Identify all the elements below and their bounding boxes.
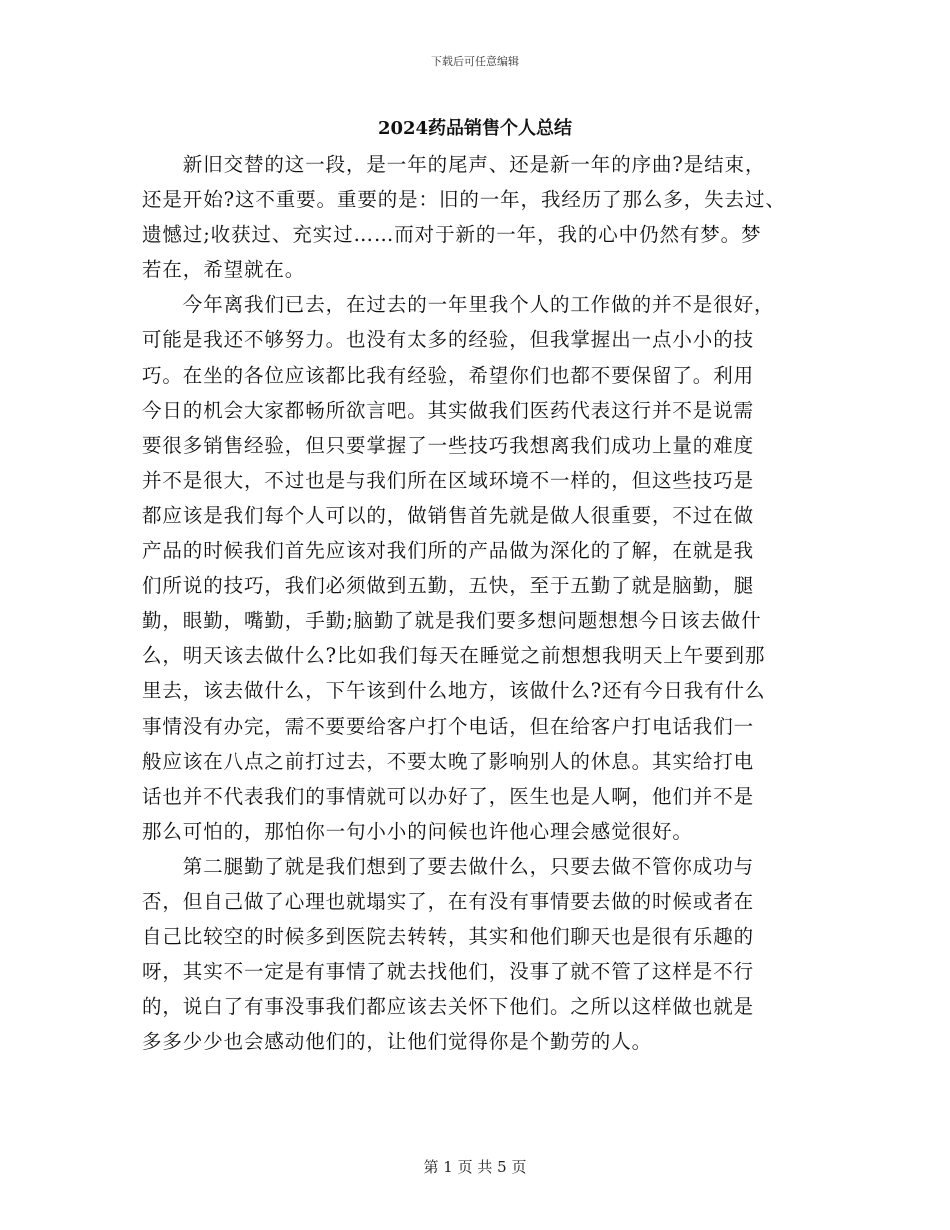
body-line: 产品的时候我们首先应该对我们所的产品做为深化的了解，在就是我: [142, 539, 755, 563]
body-line: 都应该是我们每个人可以的，做销售首先就是做人很重要，不过在做: [142, 503, 755, 527]
body-line: 话也并不代表我们的事情就可以办好了，医生也是人啊，他们并不是: [142, 784, 755, 808]
body-line: 里去，该去做什么，下午该到什么地方，该做什么?还有今日我有什么: [142, 679, 766, 703]
page-footer: 第 1 页 共 5 页: [423, 1158, 527, 1176]
body-line: 那么可怕的，那怕你一句小小的问候也许他心理会感觉很好。: [142, 819, 693, 843]
body-line: 呀，其实不一定是有事情了就去找他们，没事了就不管了这样是不行: [142, 960, 755, 984]
body-line: 事情没有办完，需不要要给客户打个电话，但在给客户打电话我们一: [142, 714, 755, 738]
body-line: 今年离我们已去，在过去的一年里我个人的工作做的并不是很好，: [142, 293, 775, 317]
body-line: 今日的机会大家都畅所欲言吧。其实做我们医药代表这行并不是说需: [142, 398, 755, 422]
body-line: 般应该在八点之前打过去，不要太晚了影响别人的休息。其实给打电: [142, 749, 755, 773]
body-line: 第二腿勤了就是我们想到了要去做什么，只要去做不管你成功与: [142, 854, 755, 878]
body-line: 要很多销售经验，但只要掌握了一些技巧我想离我们成功上量的难度: [142, 433, 755, 457]
body-line: 还是开始?这不重要。重要的是：旧的一年，我经历了那么多，失去过、: [142, 188, 786, 212]
body-line: 并不是很大，不过也是与我们所在区域环境不一样的，但这些技巧是: [142, 468, 755, 492]
body-line: 巧。在坐的各位应该都比我有经验，希望你们也都不要保留了。利用: [142, 363, 755, 387]
body-line: 新旧交替的这一段，是一年的尾声、还是新一年的序曲?是结束，: [142, 153, 766, 176]
body-line: 么，明天该去做什么?比如我们每天在睡觉之前想想我明天上午要到那: [142, 644, 766, 668]
body-line: 可能是我还不够努力。也没有太多的经验，但我掌握出一点小小的技: [142, 328, 755, 352]
body-line: 否，但自己做了心理也就塌实了，在有没有事情要去做的时候或者在: [142, 889, 755, 913]
body-line: 若在，希望就在。: [142, 258, 306, 282]
body-line: 们所说的技巧，我们必须做到五勤，五快，至于五勤了就是脑勤，腿: [142, 574, 755, 598]
document-title: 2024药品销售个人总结: [377, 118, 573, 139]
header-note: 下载后可任意编辑: [431, 55, 519, 68]
body-line: 自己比较空的时候多到医院去转转，其实和他们聊天也是很有乐趣的: [142, 925, 755, 949]
body-line: 的，说白了有事没事我们都应该去关怀下他们。之所以这样做也就是: [142, 995, 755, 1019]
body-line: 多多少少也会感动他们的，让他们觉得你是个勤劳的人。: [142, 1030, 653, 1054]
document-body: [142, 147, 822, 1059]
body-line: 遗憾过;收获过、充实过……而对于新的一年，我的心中仍然有梦。梦: [142, 223, 762, 247]
body-line: 勤，眼勤，嘴勤，手勤;脑勤了就是我们要多想问题想想今日该去做什: [142, 609, 762, 633]
